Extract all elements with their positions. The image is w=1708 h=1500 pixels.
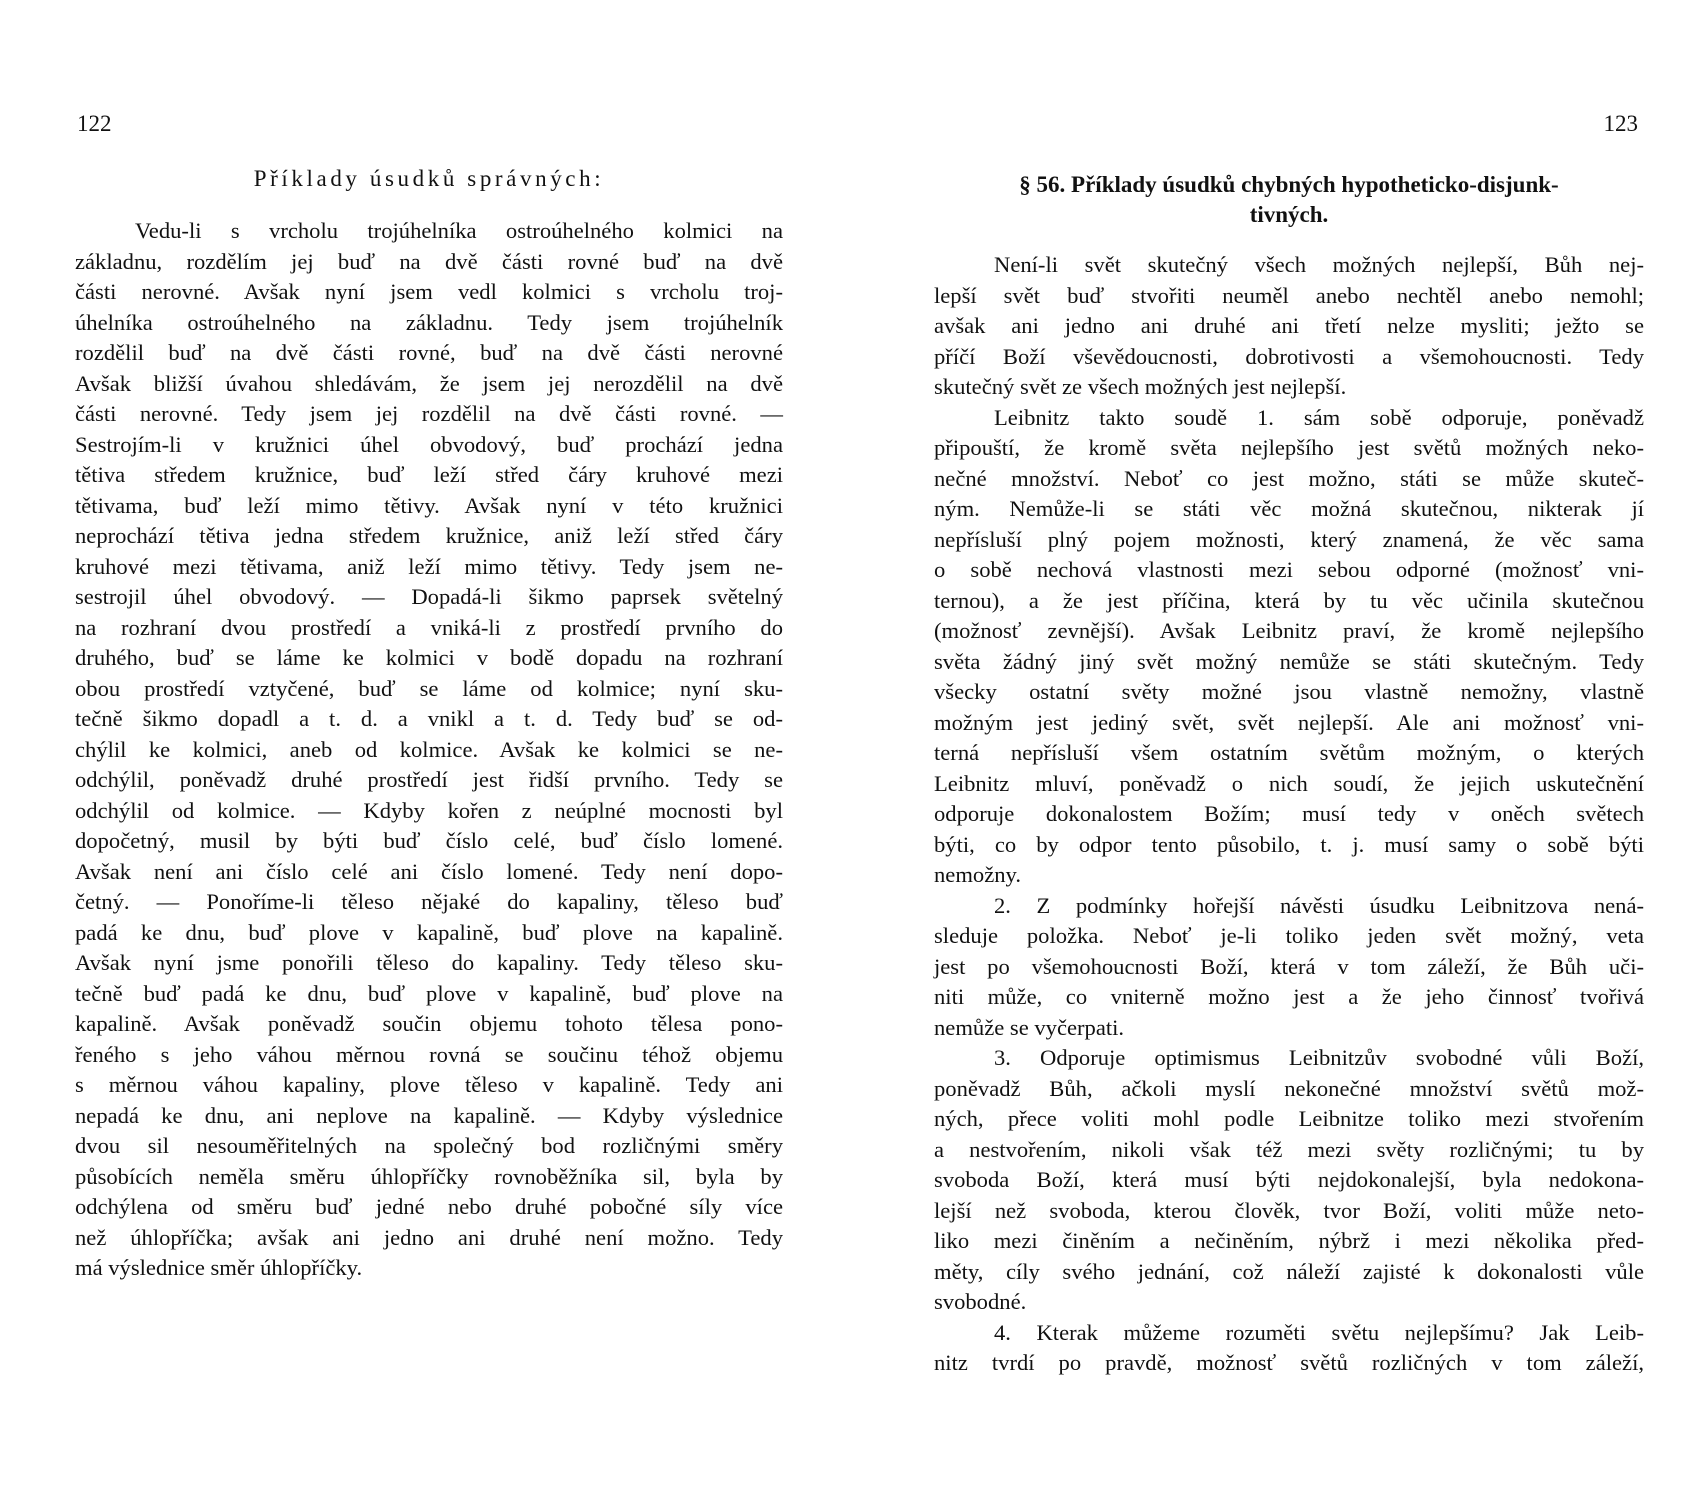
text-line: připouští, že kromě světa nejlepšího jest světů možných neko- xyxy=(934,435,1644,460)
text-line: nepadá ke dnu, ani neplove na kapalině. — Kdyby výslednice xyxy=(75,1102,783,1128)
section-heading-line: tivných. xyxy=(1249,202,1329,227)
text-line: sestrojil úhel obvodový. — Dopadá-li šikmo paprsek světelný xyxy=(75,584,783,609)
text-line: dvou sil nesouměřitelných na společný bod rozličnými směry xyxy=(75,1133,783,1158)
text-line: avšak ani jedno ani druhé ani třetí nelze mysliti; ježto se xyxy=(934,313,1644,338)
section-heading: Příklady úsudků správných: xyxy=(253,166,605,191)
text-line: poněvadž Bůh, ačkoli myslí nekonečné množství světů mož- xyxy=(934,1075,1644,1101)
text-line: Leibnitz mluví, poněvadž o nich soudí, že jejich uskutečnění xyxy=(934,770,1644,796)
text-line: nemožny. xyxy=(934,862,1021,887)
text-line: padá ke dnu, buď plove v kapalině, buď plove na kapalině. xyxy=(75,919,783,945)
text-line: obou prostředí vztyčené, buď se láme od kolmice; nyní sku- xyxy=(75,675,783,701)
text-line: tečně šikmo dopadl a t. d. a vnikl a t. d. Tedy buď se od- xyxy=(75,706,783,731)
text-line: Avšak nyní jsme ponořili těleso do kapaliny. Tedy těleso sku- xyxy=(75,950,783,975)
text-line: nepřísluší plný pojem možnosti, který znamená, že věc sama xyxy=(934,526,1644,552)
text-line: Avšak bližší úvahou shledávám, že jsem jej nerozdělil na dvě xyxy=(75,370,783,396)
section-heading-line: § 56. Příklady úsudků chybných hypotheticko-disjunk- xyxy=(1019,172,1559,197)
text-line: lepší svět buď stvořiti neuměl anebo nechtěl anebo nemohl; xyxy=(934,282,1644,308)
text-line: měty, cíly svého jednání, což náleží zajisté k dokonalosti vůle xyxy=(934,1258,1644,1284)
text-line: svobodné. xyxy=(934,1289,1027,1314)
text-line: možným jest jediný svět, svět nejlepší. Ale ani možnosť vni- xyxy=(934,709,1644,735)
text-line: (možnosť zevnější). Avšak Leibnitz praví, že kromě nejlepšího xyxy=(934,618,1644,643)
text-line: světa žádný jiný svět možný nemůže se státi skutečným. Tedy xyxy=(934,648,1644,674)
text-line: části nerovné. Tedy jsem jej rozdělil na dvě části rovné. — xyxy=(75,401,783,426)
text-line: skutečný svět ze všech možných jest nejlepší. xyxy=(934,374,1347,399)
text-line: terná nepřísluší všem ostatním světům možným, o kterých xyxy=(934,740,1644,765)
text-line: s měrnou váhou kapaliny, plove těleso v kapalině. Tedy ani xyxy=(75,1072,783,1097)
text-line: 3. Odporuje optimismus Leibnitzův svobodné vůli Boží, xyxy=(994,1045,1644,1070)
text-line: ternou), a že jest příčina, která by tu věc učinila skutečnou xyxy=(934,587,1644,613)
text-line: Sestrojím-li v kružnici úhel obvodový, buď prochází jedna xyxy=(75,431,783,457)
text-line: 4. Kterak můžeme rozuměti světu nejlepšímu? Jak Leib- xyxy=(994,1319,1644,1345)
text-line: četný. — Ponoříme-li těleso nějaké do kapaliny, těleso buď xyxy=(75,889,783,914)
text-line: niti může, co vniterně možno jest a že jeho činnosť tvořivá xyxy=(934,984,1644,1009)
text-line: kruhové mezi tětivama, aniž leží mimo tětivy. Tedy jsem ne- xyxy=(75,553,783,579)
text-line: neprochází tětiva jedna středem kružnice, aniž leží střed čáry xyxy=(75,523,783,548)
text-line: má výslednice směr úhlopříčky. xyxy=(75,1255,363,1280)
text-line: Není-li svět skutečný všech možných nejlepší, Bůh nej- xyxy=(994,252,1644,277)
text-line: části nerovné. Avšak nyní jsem vedl kolmici s vrcholu troj- xyxy=(75,279,783,304)
text-line: odchýlena od směru buď jedné nebo druhé pobočné síly více xyxy=(75,1194,783,1219)
page-number: 122 xyxy=(77,111,112,136)
text-line: nitz tvrdí po pravdě, možnosť světů rozličných v tom záleží, xyxy=(934,1350,1644,1375)
text-line: býti, co by odpor tento působilo, t. j. musí samy o sobě býti xyxy=(934,831,1644,857)
text-line: ných, přece voliti mohl podle Leibnitze toliko mezi stvořením xyxy=(934,1106,1644,1131)
text-line: odporuje dokonalostem Božím; musí tedy v oněch světech xyxy=(934,801,1644,826)
text-line: všecky ostatní světy možné jsou vlastně nemožny, vlastně xyxy=(934,679,1644,704)
page-number: 123 xyxy=(1603,111,1638,136)
text-line: dopočetný, musil by býti buď číslo celé, buď číslo lomené. xyxy=(75,828,783,853)
text-line: 2. Z podmínky hořejší návěsti úsudku Leibnitzova nená- xyxy=(994,892,1644,918)
text-line: druhého, buď se láme ke kolmici v bodě dopadu na rozhraní xyxy=(75,645,783,670)
text-line: odchýlil od kolmice. — Kdyby kořen z neúplné mocnosti byl xyxy=(75,797,783,823)
text-line: než úhlopříčka; avšak ani jedno ani druhé není možno. Tedy xyxy=(75,1224,783,1250)
text-line: základnu, rozdělím jej buď na dvě části rovné buď na dvě xyxy=(75,248,783,274)
text-line: tětiva středem kružnice, buď leží střed čáry kruhové mezi xyxy=(75,462,783,487)
text-line: svoboda Boží, která musí býti nejdokonalejší, byla nedokona- xyxy=(934,1167,1644,1192)
text-line: sleduje položka. Neboť je-li toliko jeden svět možný, veta xyxy=(934,923,1644,948)
text-line: rozdělil buď na dvě části rovné, buď na dvě části nerovné xyxy=(75,340,783,365)
text-line: liko mezi činěním a nečiněním, nýbrž i mezi několika před- xyxy=(934,1228,1644,1253)
text-line: tečně buď padá ke dnu, buď plove v kapalině, buď plove na xyxy=(75,980,783,1006)
text-line: a nestvořením, nikoli však též mezi světy rozličnými; tu by xyxy=(934,1136,1644,1162)
body-text xyxy=(75,216,783,1284)
text-line: řeného s jeho váhou měrnou rovná se součinu téhož objemu xyxy=(75,1041,783,1067)
right-page xyxy=(854,0,1708,1500)
body-text xyxy=(934,250,1644,1379)
text-line: o sobě nechová vlastnosti mezi sebou odporné (možnosť vni- xyxy=(934,557,1644,582)
text-line: ným. Nemůže-li se státi věc možná skutečnou, nikterak jí xyxy=(934,496,1644,521)
text-line: Avšak není ani číslo celé ani číslo lomené. Tedy není dopo- xyxy=(75,858,783,884)
text-line: tětivama, buď leží mimo tětivy. Avšak nyní v této kružnici xyxy=(75,492,783,518)
text-line: úhelníka ostroúhelného na základnu. Tedy jsem trojúhelník xyxy=(75,309,783,335)
text-line: kapalině. Avšak poněvadž součin objemu tohoto tělesa pono- xyxy=(75,1011,783,1036)
text-line: na rozhraní dvou prostředí a vniká-li z prostředí prvního do xyxy=(75,614,783,640)
text-line: nečné množství. Neboť co jest možno, státi se může skuteč- xyxy=(934,465,1644,491)
text-line: jest po všemohoucnosti Boží, která v tom záleží, že Bůh uči- xyxy=(934,953,1644,979)
text-line: Leibnitz takto soudě 1. sám sobě odporuje, poněvadž xyxy=(994,404,1644,430)
text-line: působících neměla směru úhlopříčky rovnoběžníka sil, byla by xyxy=(75,1163,783,1189)
section-heading xyxy=(934,170,1644,230)
text-line: odchýlil, poněvadž druhé prostředí jest řidší prvního. Tedy se xyxy=(75,767,783,792)
text-line: příčí Boží vševědoucnosti, dobrotivosti a všemohoucnosti. Tedy xyxy=(934,343,1644,369)
text-line: Vedu-li s vrcholu trojúhelníka ostroúhelného kolmici na xyxy=(135,218,783,243)
text-line: chýlil ke kolmici, aneb od kolmice. Avšak ke kolmici se ne- xyxy=(75,736,783,762)
text-line: lejší než svoboda, kterou člověk, tvor Boží, voliti může neto- xyxy=(934,1197,1644,1223)
text-line: nemůže se vyčerpati. xyxy=(934,1014,1125,1040)
